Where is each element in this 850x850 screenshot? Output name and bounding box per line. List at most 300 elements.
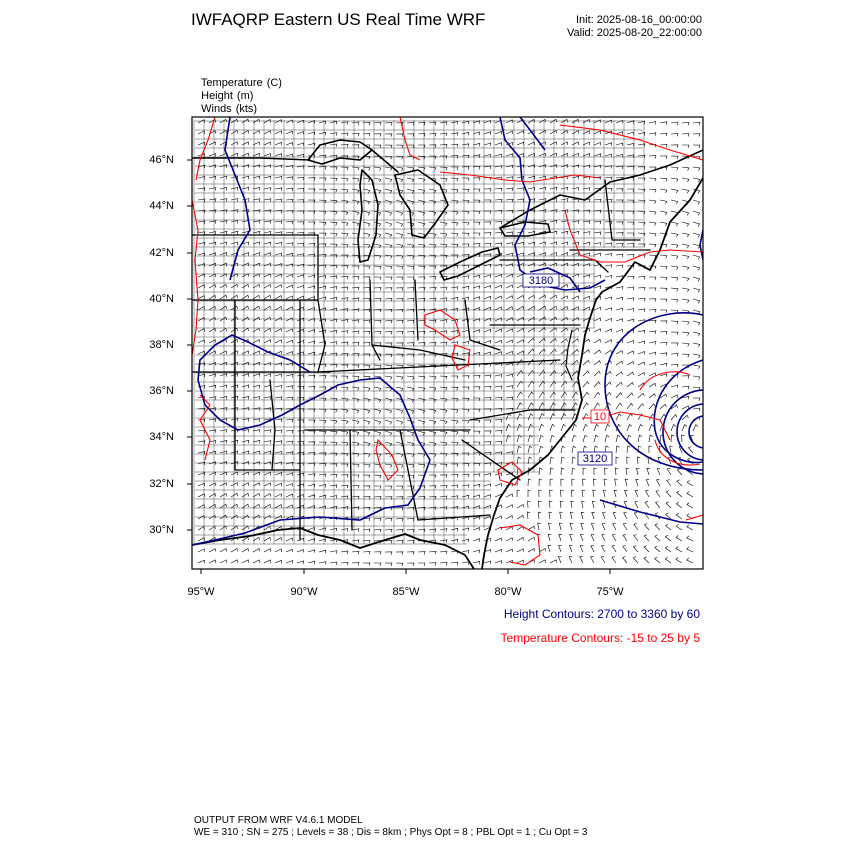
wind-barb xyxy=(264,408,271,411)
wind-barb xyxy=(407,529,414,532)
wind-barb xyxy=(550,253,557,256)
wind-barb xyxy=(603,490,606,497)
wind-barb xyxy=(616,243,623,246)
wind-barb xyxy=(506,340,513,343)
wind-barb xyxy=(484,473,491,476)
wind-barb xyxy=(330,485,337,488)
wind-barb xyxy=(528,435,533,442)
wind-barb xyxy=(580,556,583,563)
wind-barb xyxy=(440,178,447,182)
wind-barb xyxy=(264,210,271,213)
wind-barb xyxy=(462,144,469,147)
wind-barb xyxy=(319,431,326,434)
wind-barb xyxy=(528,188,535,191)
wind-barb xyxy=(242,504,249,508)
wind-barb xyxy=(319,178,326,181)
wind-barb xyxy=(649,363,656,366)
wind-barb xyxy=(517,414,522,420)
wind-barb xyxy=(616,435,620,442)
wind-barb xyxy=(374,255,381,259)
wind-barb xyxy=(655,524,660,530)
lake-michigan xyxy=(358,170,378,262)
wind-barb xyxy=(462,308,469,311)
wind-barb xyxy=(627,362,634,365)
wind-barb xyxy=(506,397,513,400)
wind-barb xyxy=(687,536,693,541)
legend-temperature-name: Temperature xyxy=(200,77,263,89)
wind-barb xyxy=(352,453,359,457)
wind-barb xyxy=(242,295,249,299)
wind-barb xyxy=(440,551,447,554)
wind-barb xyxy=(341,342,348,345)
wind-barb xyxy=(341,431,348,435)
wind-barb xyxy=(517,549,524,552)
wind-barb xyxy=(396,541,403,544)
wind-barb xyxy=(495,275,502,278)
wind-barb xyxy=(550,392,556,398)
wind-barb xyxy=(484,286,491,289)
wind-barb xyxy=(462,155,469,158)
wind-barb xyxy=(385,518,392,521)
wind-barb xyxy=(627,155,634,158)
wind-barb xyxy=(440,464,447,467)
wind-barb xyxy=(286,386,293,389)
wind-barb xyxy=(385,420,392,425)
wind-barb xyxy=(209,165,216,168)
wind-barb xyxy=(341,464,348,467)
wind-barb xyxy=(319,132,326,135)
wind-barb xyxy=(385,541,392,544)
wind-barb xyxy=(319,319,326,322)
wind-barb xyxy=(286,285,293,288)
wind-barb xyxy=(330,353,337,356)
wind-barb xyxy=(374,266,381,269)
lon-label-90: 90°W xyxy=(290,586,318,598)
wind-barb xyxy=(627,383,633,388)
wind-barb xyxy=(429,277,436,280)
wind-barb xyxy=(319,506,326,509)
wind-barb xyxy=(440,431,447,435)
wind-barb xyxy=(671,244,678,248)
wind-barb xyxy=(275,296,282,299)
height-contour xyxy=(677,404,733,460)
wind-barb xyxy=(484,484,491,487)
wind-barb xyxy=(627,309,634,312)
wind-barb xyxy=(528,153,535,156)
wind-barb xyxy=(572,457,576,464)
wind-barb xyxy=(484,329,491,332)
wind-barb xyxy=(396,222,403,226)
wind-barb xyxy=(209,451,216,454)
wind-barb xyxy=(341,376,348,379)
wind-barb xyxy=(440,133,447,136)
wind-barb xyxy=(517,424,522,431)
wind-barb xyxy=(275,408,282,411)
wind-barb xyxy=(539,424,544,431)
wind-barb xyxy=(676,502,682,508)
wind-barb xyxy=(638,121,645,124)
wind-barb xyxy=(682,435,685,442)
wind-barb xyxy=(517,306,524,310)
wind-barb xyxy=(385,255,392,259)
wind-barb xyxy=(198,527,205,531)
wind-barb xyxy=(671,395,678,398)
wind-barb xyxy=(275,307,282,311)
wind-barb xyxy=(242,549,249,553)
wind-barb xyxy=(374,122,381,125)
wind-barb xyxy=(616,308,623,311)
wind-barb xyxy=(627,255,634,258)
wind-barb xyxy=(264,441,271,444)
wind-barb xyxy=(462,387,469,390)
wind-barb xyxy=(506,165,513,168)
wind-barb xyxy=(440,475,447,478)
wind-barb xyxy=(209,462,216,465)
lat-label-42: 42°N xyxy=(149,247,174,259)
wind-barb xyxy=(374,552,381,555)
wind-barb xyxy=(231,483,238,486)
wind-barb xyxy=(407,255,414,259)
wind-barb xyxy=(583,479,586,486)
wind-barb xyxy=(647,468,650,475)
wind-barb xyxy=(374,298,381,301)
wind-barb xyxy=(451,189,458,193)
wind-barb xyxy=(407,387,414,391)
wind-barb xyxy=(330,308,337,311)
wind-barb xyxy=(242,351,249,354)
wind-barb xyxy=(594,199,601,202)
wind-barb xyxy=(319,222,326,225)
wind-barb xyxy=(330,133,337,136)
wind-barb xyxy=(484,243,491,246)
wind-barb xyxy=(220,430,227,433)
wind-barb xyxy=(330,506,337,509)
wind-barb xyxy=(594,382,600,387)
wind-barb xyxy=(605,340,612,343)
wind-barb xyxy=(330,409,337,413)
wind-barb xyxy=(462,431,469,434)
wind-barb xyxy=(275,177,282,180)
wind-barb xyxy=(572,446,576,453)
wind-barb xyxy=(528,537,535,541)
wind-barb xyxy=(308,341,315,344)
wind-barb xyxy=(231,493,238,497)
wind-barb xyxy=(528,414,533,420)
wind-barb xyxy=(341,453,348,456)
wind-barb xyxy=(616,233,623,236)
wind-barb xyxy=(275,441,282,444)
wind-barb xyxy=(220,285,227,289)
wind-barb xyxy=(572,263,579,266)
wind-barb xyxy=(330,211,337,215)
wind-barb xyxy=(506,505,513,508)
wind-barb xyxy=(687,480,693,486)
wind-barb xyxy=(308,561,315,564)
wind-barb xyxy=(682,299,689,303)
wind-barb xyxy=(538,501,541,508)
wind-barb xyxy=(451,475,458,478)
wind-barb xyxy=(242,560,249,563)
wind-barb xyxy=(571,501,574,508)
wind-barb xyxy=(429,233,436,237)
wind-barb xyxy=(319,387,326,390)
wind-barb xyxy=(462,506,469,509)
wind-barb xyxy=(558,556,561,563)
wind-barb xyxy=(264,274,271,277)
wind-barb xyxy=(583,350,590,354)
wind-barb xyxy=(667,468,671,475)
wind-barb xyxy=(231,142,238,145)
wind-barb xyxy=(687,492,693,498)
temperature-contour xyxy=(196,117,215,180)
wind-barb xyxy=(275,505,282,508)
wind-barb xyxy=(319,409,326,412)
wind-barb xyxy=(198,538,205,541)
wind-barb xyxy=(440,562,447,565)
wind-barb xyxy=(484,189,491,192)
wind-barb xyxy=(319,376,326,379)
wind-barb xyxy=(396,431,403,435)
wind-barb xyxy=(539,242,546,245)
wind-barb xyxy=(687,503,693,508)
wind-barb xyxy=(605,243,612,246)
wind-barb xyxy=(569,545,572,552)
wind-barb xyxy=(451,167,458,170)
wind-barb xyxy=(374,563,381,566)
wind-barb xyxy=(352,464,359,467)
wind-barb xyxy=(209,419,216,422)
height-contour-label: 3180 xyxy=(528,275,554,287)
wind-barb xyxy=(396,200,403,205)
wind-barb xyxy=(495,131,502,134)
wind-barb xyxy=(341,133,348,136)
wind-barb xyxy=(627,351,634,354)
wind-barb xyxy=(440,540,447,543)
temperature-contour-note: Temperature Contours: -15 to 25 by 5 xyxy=(500,631,700,645)
wind-barb xyxy=(637,468,640,475)
wind-barb xyxy=(352,189,359,193)
wind-barb xyxy=(275,462,282,465)
wind-barb xyxy=(451,398,458,402)
wind-barb xyxy=(570,523,573,530)
wind-barb xyxy=(572,153,579,156)
wind-barb xyxy=(264,549,271,552)
wind-barb xyxy=(286,397,293,400)
wind-barb xyxy=(616,265,623,268)
wind-barb xyxy=(440,145,447,148)
wind-barb xyxy=(429,453,436,457)
wind-barb xyxy=(550,560,557,563)
wind-barb xyxy=(330,287,337,290)
wind-barb xyxy=(198,131,205,134)
wind-barb xyxy=(275,340,282,343)
wind-barb xyxy=(612,545,616,552)
wind-barb xyxy=(462,167,469,170)
wind-barb xyxy=(242,306,249,310)
wind-barb xyxy=(352,342,359,345)
wind-barb xyxy=(341,496,348,499)
height-contour xyxy=(689,416,721,448)
wind-barb xyxy=(655,546,660,552)
wind-barb xyxy=(605,297,612,300)
legend-winds-unit: (kts) xyxy=(235,103,258,115)
wind-barb xyxy=(462,265,469,268)
wind-barb xyxy=(561,328,568,332)
wind-barb xyxy=(528,360,534,365)
wind-barb xyxy=(572,307,579,310)
wind-barb xyxy=(561,199,568,202)
wind-barb xyxy=(275,386,282,389)
wind-barb xyxy=(374,277,381,280)
wind-barb xyxy=(506,188,513,191)
wind-barb xyxy=(506,264,513,267)
wind-barb xyxy=(209,526,216,530)
wind-barb xyxy=(627,166,634,169)
wind-barb xyxy=(264,560,271,563)
wind-barb xyxy=(242,187,249,190)
wind-barb xyxy=(286,188,293,191)
wind-barb xyxy=(319,121,326,124)
wind-barb xyxy=(352,298,359,301)
wind-barb xyxy=(682,354,689,357)
wind-barb xyxy=(561,457,565,464)
wind-barb xyxy=(528,371,534,377)
wind-barb xyxy=(264,295,271,299)
wind-barb xyxy=(462,211,469,214)
wind-barb xyxy=(341,178,348,181)
wind-barb xyxy=(429,133,436,136)
wind-barb xyxy=(605,254,612,257)
wind-barb xyxy=(220,210,227,213)
wind-barb xyxy=(484,233,491,236)
wind-barb xyxy=(583,435,587,442)
wind-barb xyxy=(286,221,293,224)
wind-barb xyxy=(198,253,205,256)
wind-barb xyxy=(671,266,678,270)
wind-barb xyxy=(407,244,414,248)
wind-barb xyxy=(634,523,638,530)
wind-barb xyxy=(297,264,304,267)
wind-barb xyxy=(495,397,502,400)
wind-barb xyxy=(495,143,502,146)
wind-barb xyxy=(484,561,491,564)
wind-barb xyxy=(638,352,645,355)
wind-barb xyxy=(484,200,491,203)
wind-barb xyxy=(319,442,326,445)
wind-barb xyxy=(627,393,633,398)
wind-barb xyxy=(671,189,678,193)
wind-barb xyxy=(561,307,568,311)
wind-barb xyxy=(341,222,348,226)
wind-barb xyxy=(286,505,293,508)
wind-barb xyxy=(297,222,304,225)
wind-barb xyxy=(528,501,531,508)
wind-barb xyxy=(528,338,534,343)
wind-barb xyxy=(319,398,326,401)
wind-barb xyxy=(330,398,337,401)
wind-barb xyxy=(275,221,282,224)
wind-barb xyxy=(528,424,533,431)
wind-barb xyxy=(396,145,403,148)
wind-barb xyxy=(209,340,216,343)
wind-barb xyxy=(539,468,542,475)
wind-barb xyxy=(517,340,524,343)
wind-barb xyxy=(693,365,700,369)
wind-barb xyxy=(330,431,337,435)
wind-barb xyxy=(429,156,436,159)
wind-barb xyxy=(429,255,436,258)
wind-barb xyxy=(242,131,249,135)
wind-barb xyxy=(319,485,326,488)
wind-barb xyxy=(385,552,392,555)
wind-barb xyxy=(605,435,609,442)
wind-barb xyxy=(539,338,545,343)
wind-barb xyxy=(638,287,645,290)
lat-label-46: 46°N xyxy=(149,154,174,166)
wind-barb xyxy=(649,244,656,247)
wind-barb xyxy=(605,318,612,321)
wind-barb xyxy=(264,483,271,486)
wind-barb xyxy=(385,145,392,148)
wind-barb xyxy=(341,331,348,334)
wind-barb xyxy=(484,307,491,310)
wind-barb xyxy=(572,221,579,224)
wind-barb xyxy=(352,156,359,159)
lat-label-44: 44°N xyxy=(149,200,174,212)
wind-barb xyxy=(209,560,216,563)
wind-barb xyxy=(693,233,700,237)
wind-barb xyxy=(440,409,447,413)
wind-barb xyxy=(682,244,689,248)
wind-barb xyxy=(594,210,601,213)
wind-barb xyxy=(407,320,414,323)
wind-barb xyxy=(451,376,458,379)
wind-barb xyxy=(308,275,315,278)
wind-barb xyxy=(638,425,643,432)
wind-barb xyxy=(473,550,480,553)
wind-barb xyxy=(605,143,612,146)
wind-barb xyxy=(627,319,634,322)
wind-barb xyxy=(275,318,282,322)
wind-barb xyxy=(330,222,337,226)
wind-barb xyxy=(561,403,566,409)
wind-barb xyxy=(374,145,381,148)
wind-barb xyxy=(649,352,656,355)
wind-barb xyxy=(407,453,414,457)
wind-barb xyxy=(572,339,579,343)
wind-barb xyxy=(495,375,502,378)
wind-barb xyxy=(682,189,689,193)
wind-barb xyxy=(560,512,563,519)
wind-barb xyxy=(671,156,678,159)
wind-barb xyxy=(341,485,348,488)
wind-barb xyxy=(693,200,700,204)
wind-barb xyxy=(451,528,458,531)
wind-barb xyxy=(341,409,348,413)
wind-barb xyxy=(693,425,698,431)
wind-barb xyxy=(462,420,469,423)
wind-barb xyxy=(429,189,436,193)
wind-barb xyxy=(495,352,502,355)
wind-barb xyxy=(594,424,599,431)
wind-barb xyxy=(660,404,666,409)
wind-barb xyxy=(550,371,556,376)
wind-barb xyxy=(286,307,293,310)
wind-barb xyxy=(220,306,227,310)
wind-barb xyxy=(594,221,601,224)
wind-barb xyxy=(649,211,656,215)
wind-barb xyxy=(671,277,678,281)
